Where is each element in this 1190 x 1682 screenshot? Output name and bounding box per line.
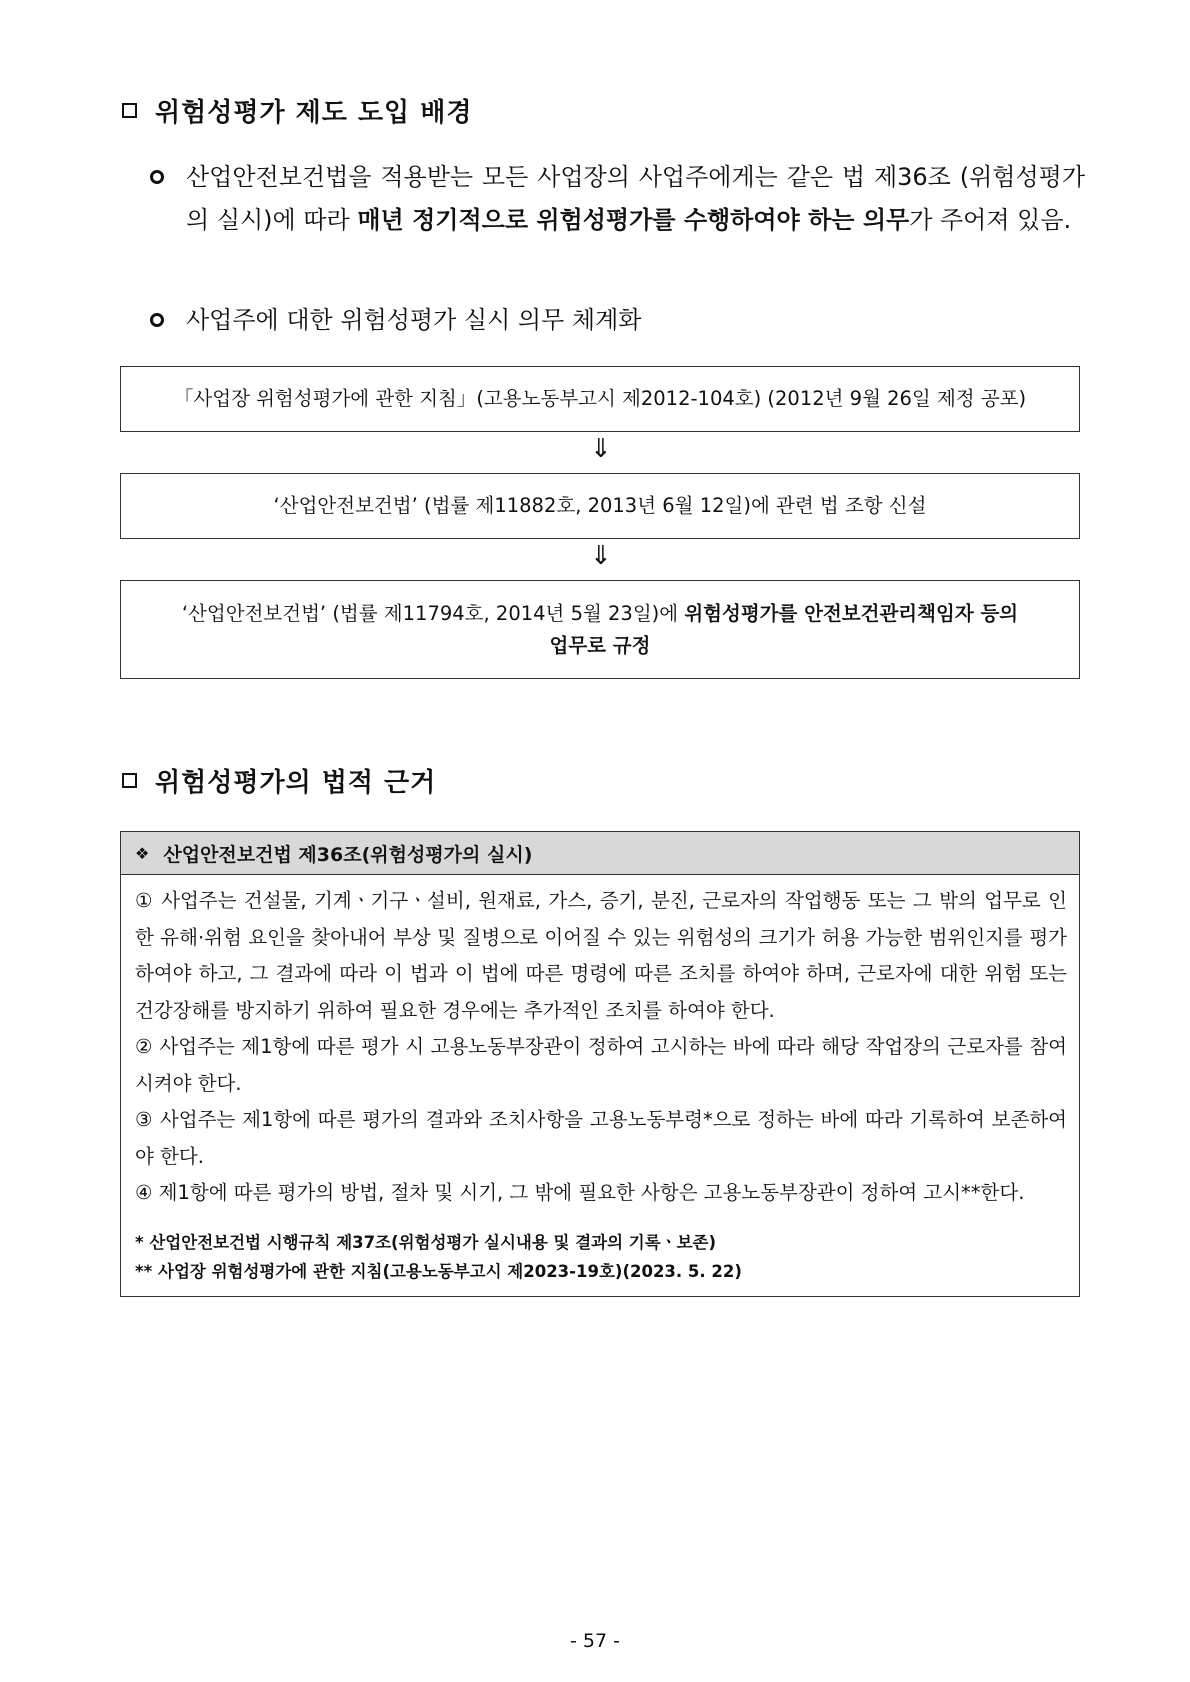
note-2: ** 사업장 위험성평가에 관한 지침(고용노동부고시 제2023-19호)(2023. 5. 22) xyxy=(135,1261,742,1281)
law-article-header xyxy=(121,832,1079,875)
page-number: - 57 - xyxy=(570,1630,620,1652)
section-title: 위험성평가의 법적 근거 xyxy=(155,768,437,798)
circle-bullet-icon xyxy=(150,313,164,327)
law-notes xyxy=(121,1218,1079,1296)
law-article-title: 산업안전보건법 제36조(위험성평가의 실시) xyxy=(163,843,533,866)
flow-box-text: ‘산업안전보건법’ (법률 제11882호, 2013년 6월 12일)에 관련 법 조항 신설 xyxy=(273,494,927,517)
bullet-text-bold: 매년 정기적으로 위험성평가를 수행하여야 하는 의무 xyxy=(357,206,910,234)
down-double-arrow-icon: ⇓ xyxy=(590,434,612,464)
bullet-item-obligation xyxy=(150,156,1085,242)
flow-box-guideline xyxy=(120,366,1080,432)
flow-box-law-2013 xyxy=(120,473,1080,539)
diamond-bullet-icon: ❖ xyxy=(135,843,150,863)
circle-bullet-icon xyxy=(150,170,164,184)
law-paragraph-3: ③ 사업주는 제1항에 따른 평가의 결과와 조치사항을 고용노동부령*으로 정하는 바에 따라 기록하여 보존하여야 한다. xyxy=(135,1108,1067,1168)
flow-box-line2: 업무로 규정 xyxy=(549,633,651,657)
flow-box-text: 「사업장 위험성평가에 관한 지침」(고용노동부고시 제2012-104호) (2012년 9월 26일 제정 공포) xyxy=(173,387,1027,410)
flow-box-bold-text: 위험성평가를 안전보건관리책임자 등의 xyxy=(684,601,1019,625)
section-heading-legal-basis xyxy=(122,762,436,799)
law-paragraph-1: ① 사업주는 건설물, 기계ㆍ기구ㆍ설비, 원재료, 가스, 증기, 분진, 근로자의 작업행동 또는 그 밖의 업무로 인한 유해·위험 요인을 찾아내어 부상 및 질병으로 이어질 수 있는 위험성의 크기가 허용 가능한 범위인지를 평가하여야 하고, 그 결과에 따라 이 법과 이 법에 따른 명령에 따른 조치를 하여야 하며, 근로자에 대한 위험 또는 건강장해를 방지하기 위하여 필요한 경우에는 추가적인 조치를 하여야 한다. xyxy=(135,889,1067,1022)
bullet-text: 사업주에 대한 위험성평가 실시 의무 체계화 xyxy=(186,306,642,334)
section-title: 위험성평가 제도 도입 배경 xyxy=(155,98,473,128)
bullet-item-systemization xyxy=(150,299,1085,342)
law-paragraph-2: ② 사업주는 제1항에 따른 평가 시 고용노동부장관이 정하여 고시하는 바에 따라 해당 작업장의 근로자를 참여시켜야 한다. xyxy=(135,1035,1067,1095)
flow-box-law-2014 xyxy=(120,580,1080,679)
bullet-text-part1: 산업안전보건법을 적용받는 모든 사업장의 사업주에게는 같은 법 제36조 (위험성평가의 실시)에 따라 xyxy=(186,163,1085,234)
down-double-arrow-icon: ⇓ xyxy=(590,541,612,571)
checkbox-square-icon xyxy=(122,103,137,118)
bullet-text xyxy=(186,156,1085,242)
law-paragraph-4: ④ 제1항에 따른 평가의 방법, 절차 및 시기, 그 밖에 필요한 사항은 고용노동부장관이 정하여 고시**한다. xyxy=(135,1181,1025,1204)
flow-box-text: ‘산업안전보건법’ (법률 제11794호, 2014년 5월 23일)에 xyxy=(181,601,685,625)
note-1: * 산업안전보건법 시행규칙 제37조(위험성평가 실시내용 및 결과의 기록ㆍ보존) xyxy=(135,1232,716,1252)
checkbox-square-icon xyxy=(122,773,137,788)
law-article-box xyxy=(120,831,1080,1297)
bullet-text-part2: 가 주어져 있음. xyxy=(909,206,1072,234)
law-article-body xyxy=(121,875,1079,1218)
flow-box-line1 xyxy=(182,598,1018,630)
section-heading-background xyxy=(122,92,472,129)
